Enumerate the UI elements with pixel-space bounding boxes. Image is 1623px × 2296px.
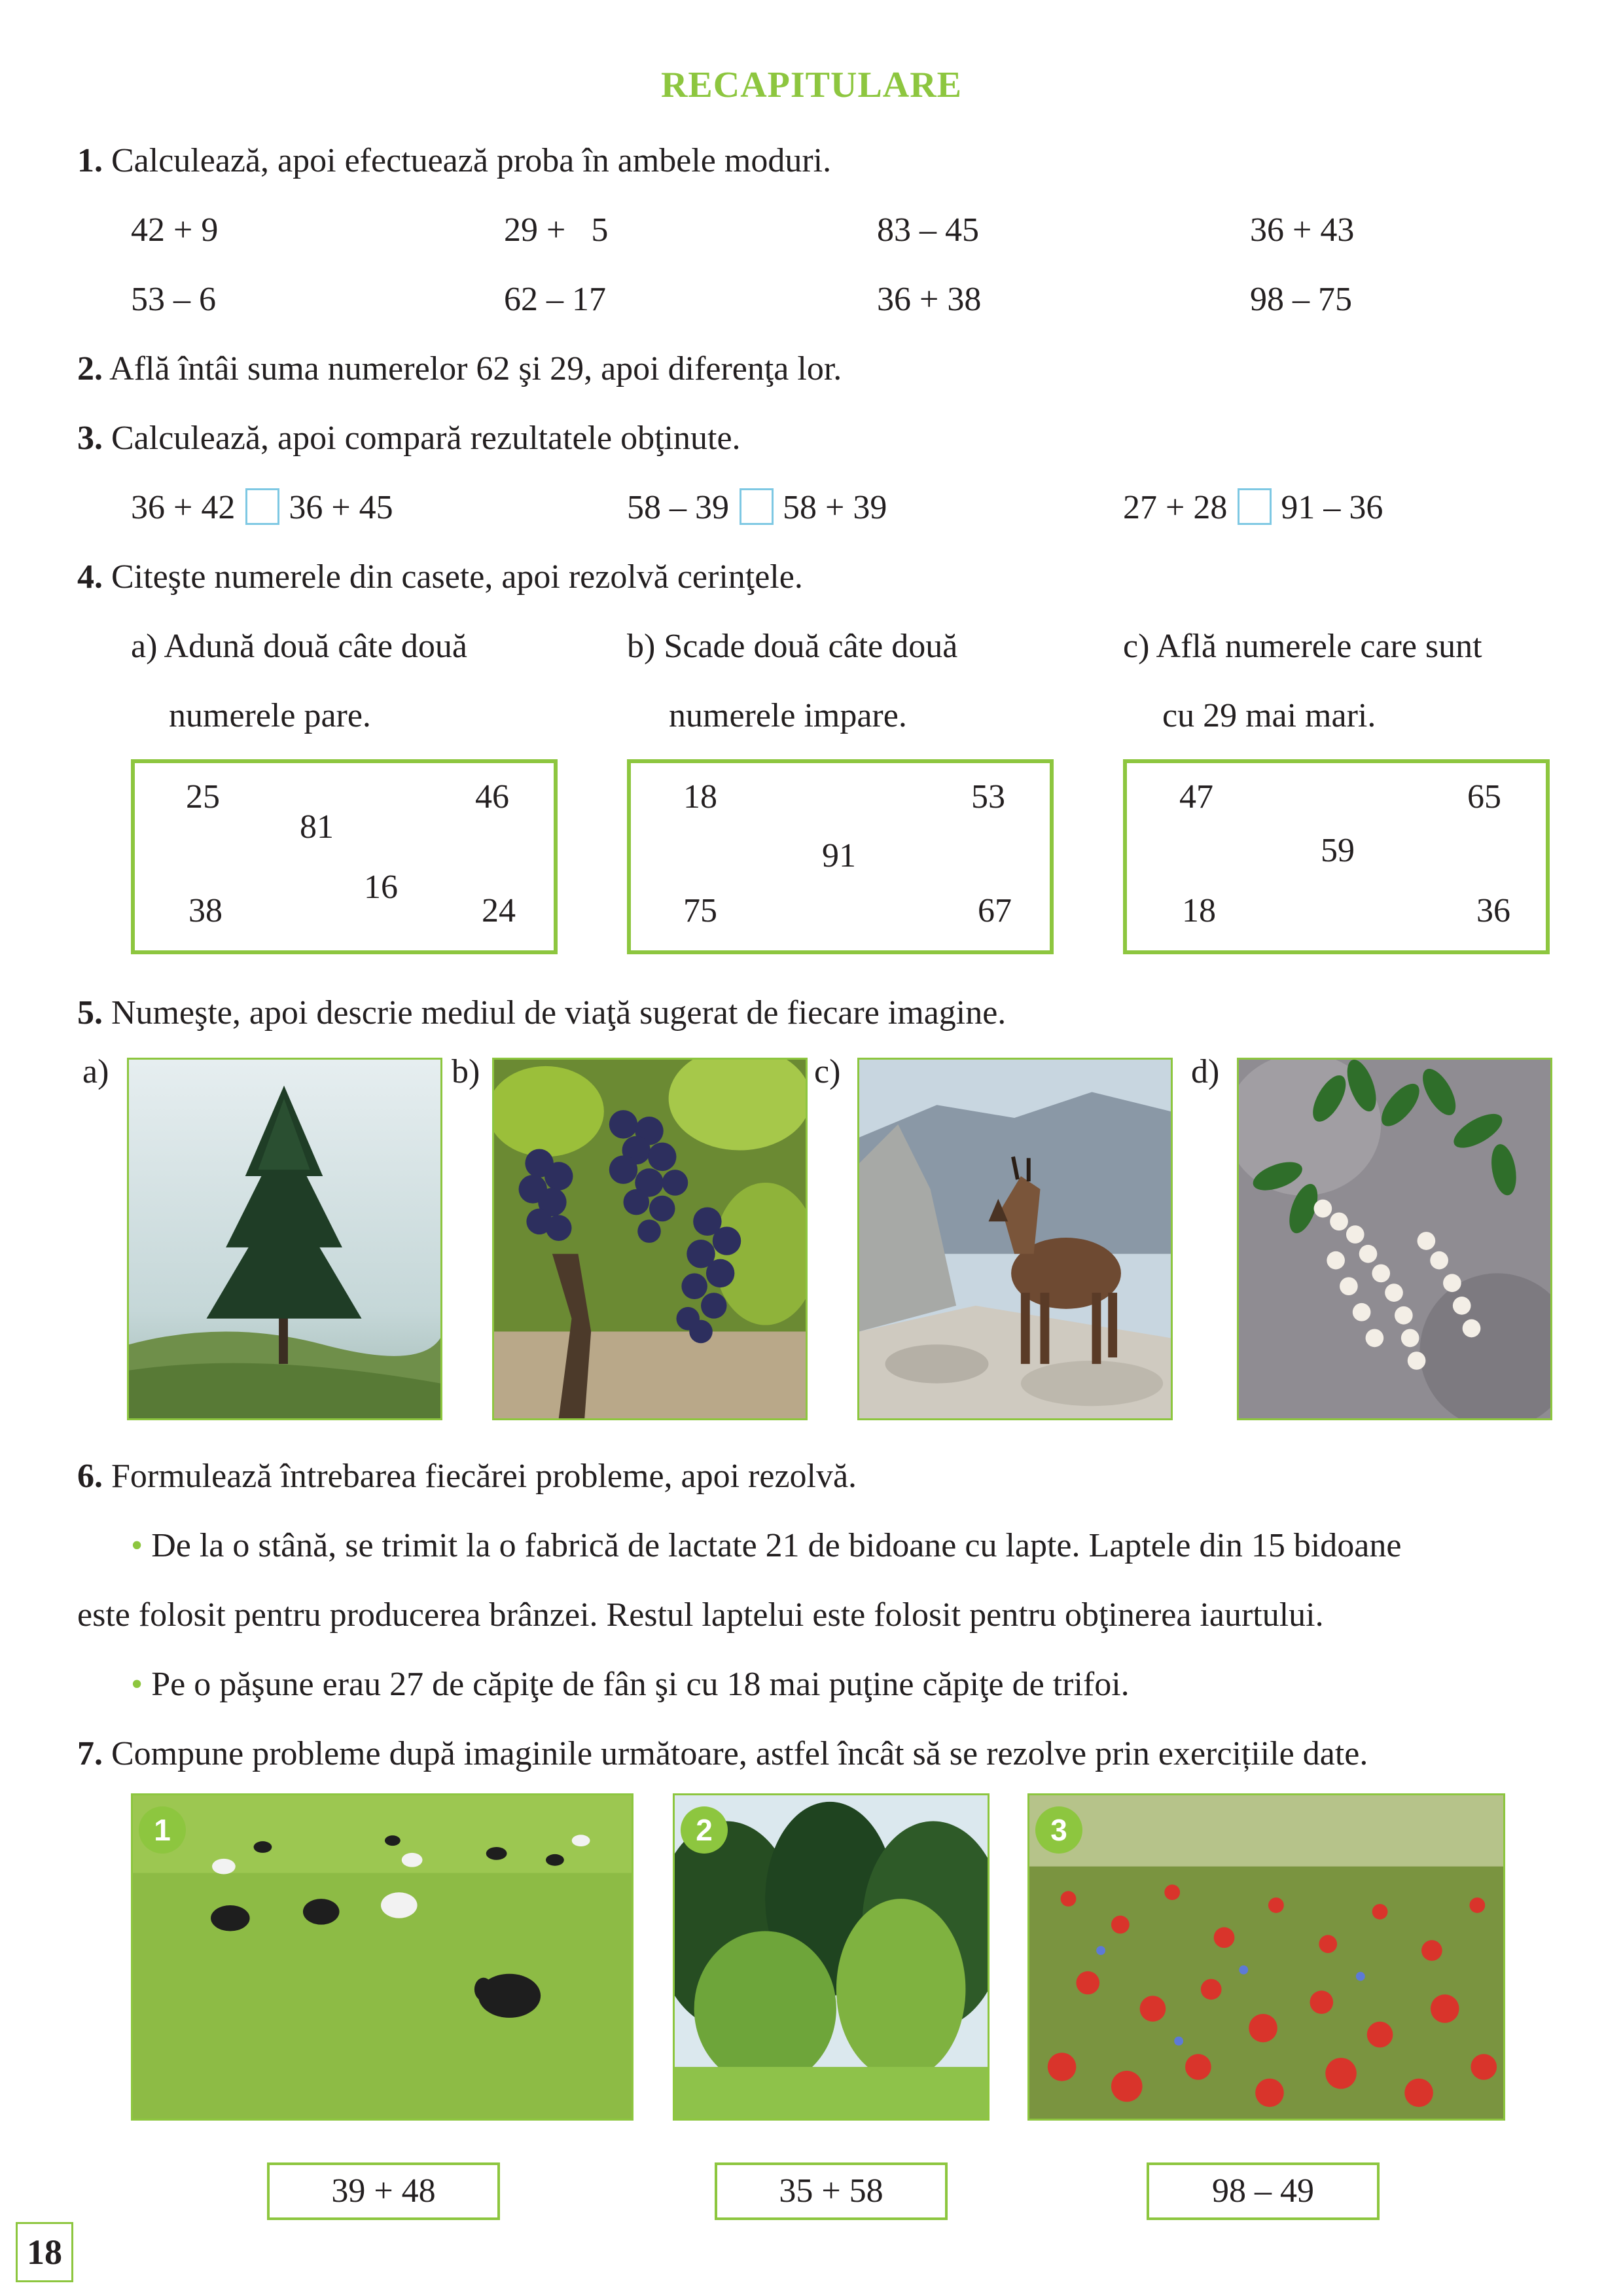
box-number: 59 <box>1321 832 1355 869</box>
box-number: 67 <box>978 892 1012 929</box>
bullet: • <box>131 1666 143 1703</box>
box-number: 18 <box>1182 892 1216 929</box>
acacia-flowers-image <box>1237 1058 1552 1420</box>
box-number: 53 <box>971 778 1005 816</box>
ex1-item: 83 – 45 <box>877 211 979 249</box>
exercise-6-heading <box>77 1456 857 1498</box>
exercise-number: 7. <box>77 1735 103 1772</box>
ex1-item: 42 + 9 <box>131 211 219 249</box>
number-box-b <box>627 759 1054 954</box>
exercise-number: 5. <box>77 994 103 1031</box>
box-number: 81 <box>300 808 334 846</box>
task-a-line2: numerele pare. <box>169 697 371 734</box>
number-box-a <box>131 759 558 954</box>
image-number-badge: 2 <box>681 1806 728 1854</box>
image-number-badge: 3 <box>1035 1806 1082 1854</box>
page-number: 18 <box>16 2222 73 2282</box>
image-label: c) <box>814 1053 841 1090</box>
comparison-answer-box[interactable] <box>245 488 279 525</box>
number-box-c <box>1123 759 1550 954</box>
exercise-1-heading <box>77 140 831 182</box>
box-number: 18 <box>683 778 717 816</box>
exercise-number: 6. <box>77 1458 103 1495</box>
bullet: • <box>131 1527 143 1564</box>
poppy-field-image <box>1027 1793 1505 2121</box>
ex1-item: 36 + 38 <box>877 281 982 318</box>
image-number-badge: 1 <box>139 1806 186 1854</box>
task-b-line2: numerele impare. <box>669 697 907 734</box>
fir-tree-image <box>127 1058 442 1420</box>
comparison-answer-box[interactable] <box>740 488 774 525</box>
image-label: a) <box>82 1053 109 1090</box>
box-number: 47 <box>1179 778 1213 816</box>
exercise-7-heading <box>77 1733 1368 1775</box>
box-number: 24 <box>482 892 516 929</box>
exercise-number: 2. <box>77 350 103 387</box>
box-number: 65 <box>1467 778 1501 816</box>
image-label: b) <box>452 1053 480 1090</box>
exercise-number: 1. <box>77 142 103 179</box>
comparison-right: 91 – 36 <box>1281 489 1383 526</box>
task-a-line1: a) Adună două câte două <box>131 628 468 665</box>
exercise-text: Compune probleme după imaginile următoare, astfel încât să se rezolve prin exercițiile date. <box>111 1735 1368 1772</box>
ex1-item: 53 – 6 <box>131 281 216 318</box>
box-number: 38 <box>188 892 223 929</box>
exercise-number: 4. <box>77 558 103 596</box>
box-number: 91 <box>822 837 856 874</box>
box-number: 36 <box>1476 892 1510 929</box>
comparison-item <box>627 487 887 529</box>
comparison-right: 36 + 45 <box>289 489 393 526</box>
task-b-line1: b) Scade două câte două <box>627 628 958 665</box>
ex1-item: 62 – 17 <box>504 281 606 318</box>
exercise-box: 35 + 58 <box>715 2162 948 2220</box>
comparison-left: 27 + 28 <box>1123 489 1228 526</box>
box-number: 75 <box>683 892 717 929</box>
ex1-item: 98 – 75 <box>1250 281 1352 318</box>
box-number: 16 <box>364 869 398 906</box>
problem-2 <box>131 1664 1130 1706</box>
exercise-2-heading <box>77 348 842 390</box>
comparison-item <box>131 487 393 529</box>
exercise-text: Formulează întrebarea fiecărei probleme, apoi rezolvă. <box>111 1458 857 1495</box>
box-number: 25 <box>186 778 220 816</box>
exercise-text: Citeşte numerele din casete, apoi rezolvă cerinţele. <box>111 558 803 596</box>
comparison-right: 58 + 39 <box>783 489 887 526</box>
image-label: d) <box>1191 1053 1220 1090</box>
exercise-text: Numeşte, apoi descrie mediul de viaţă sugerat de fiecare imagine. <box>111 994 1007 1031</box>
exercise-5-heading <box>77 992 1006 1034</box>
problem-1-line1 <box>131 1525 1401 1567</box>
problem-text: De la o stână, se trimit la o fabrică de lactate 21 de bidoane cu lapte. Laptele din 15 bidoane <box>151 1527 1402 1564</box>
task-c-line2: cu 29 mai mari. <box>1162 697 1376 734</box>
exercise-box: 39 + 48 <box>267 2162 500 2220</box>
page-title: RECAPITULARE <box>660 65 963 105</box>
comparison-item <box>1123 487 1383 529</box>
box-number: 46 <box>475 778 509 816</box>
ex1-item: 36 + 43 <box>1250 211 1355 249</box>
exercise-text: Calculează, apoi efectuează proba în ambele moduri. <box>111 142 832 179</box>
problem-text: Pe o păşune erau 27 de căpiţe de fân şi cu 18 mai puţine căpiţe de trifoi. <box>151 1666 1130 1703</box>
comparison-left: 58 – 39 <box>627 489 729 526</box>
exercise-text: Calculează, apoi compară rezultatele obţinute. <box>111 420 741 457</box>
comparison-answer-box[interactable] <box>1238 488 1272 525</box>
ex1-item: 29 + 5 <box>504 211 609 249</box>
task-c-line1: c) Află numerele care sunt <box>1123 628 1482 665</box>
exercise-text: Află întâi suma numerelor 62 şi 29, apoi diferenţa lor. <box>109 350 842 387</box>
exercise-3-heading <box>77 418 741 459</box>
exercise-box: 98 – 49 <box>1147 2162 1380 2220</box>
exercise-number: 3. <box>77 420 103 457</box>
chamois-image <box>857 1058 1173 1420</box>
comparison-left: 36 + 42 <box>131 489 236 526</box>
exercise-4-heading <box>77 556 803 598</box>
sheep-pasture-image <box>131 1793 633 2121</box>
grapes-image <box>492 1058 808 1420</box>
problem-1-line2: este folosit pentru producerea brânzei. Restul laptelui este folosit pentru obţinerea iaurtului. <box>77 1596 1324 1634</box>
